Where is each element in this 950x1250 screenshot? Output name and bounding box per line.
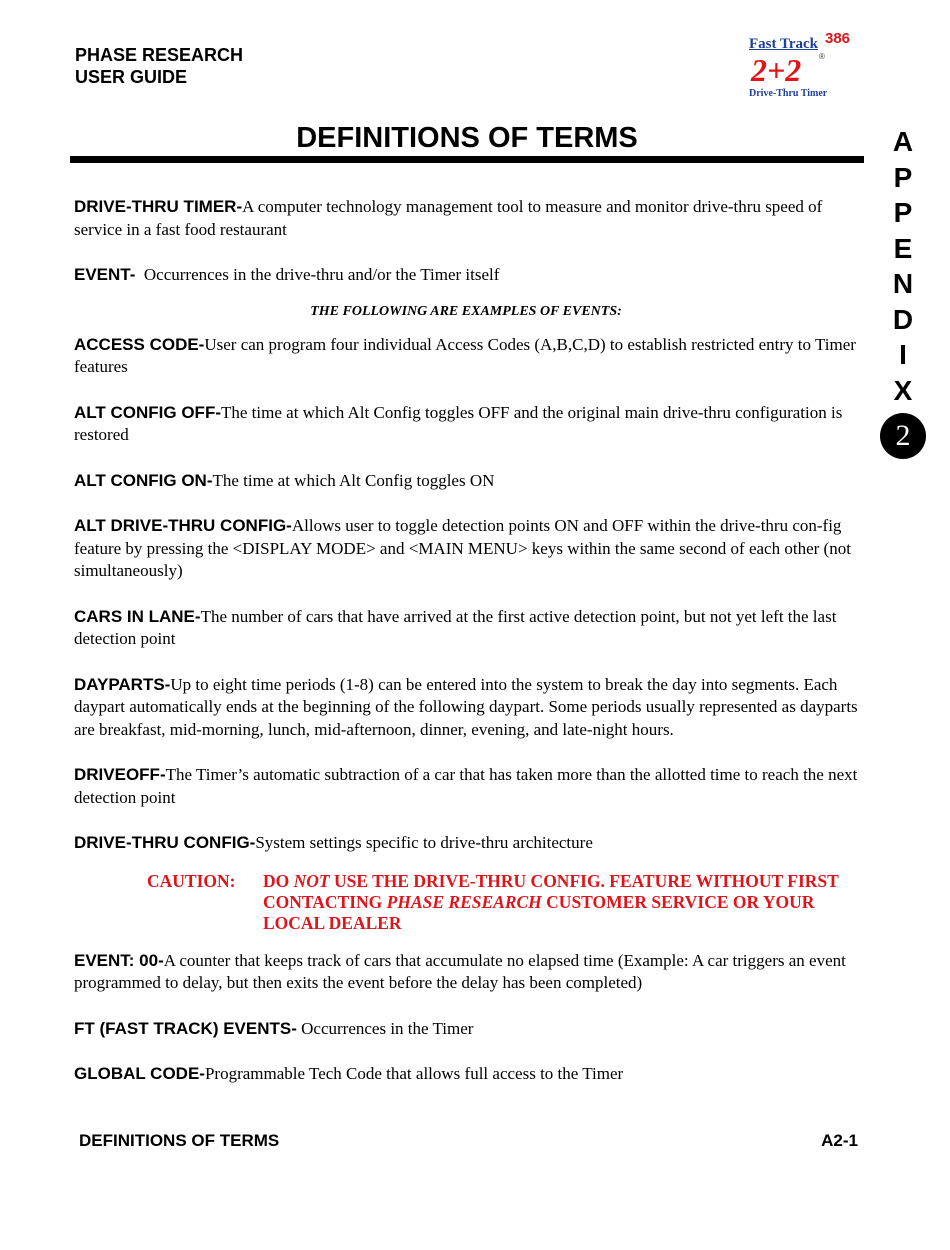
definition-text: Occurrences in the drive-thru and/or the Timer itself bbox=[135, 265, 500, 284]
definition-entry bbox=[74, 1018, 858, 1041]
definition-text: Occurrences in the Timer bbox=[296, 1018, 474, 1038]
appendix-letter: E bbox=[893, 232, 913, 264]
definition-term: EVENT: 00- bbox=[74, 950, 164, 970]
definition-text: A computer technology management tool to measure and monitor drive-thru speed of service in a fast food restaurant bbox=[74, 197, 823, 239]
definition-entry bbox=[74, 470, 858, 493]
definition-entry bbox=[74, 606, 858, 651]
footer-page-number: A2-1 bbox=[821, 1131, 858, 1150]
definition-text: The time at which Alt Config toggles ON bbox=[212, 470, 495, 490]
logo-brand: Fast Track bbox=[749, 36, 819, 52]
definition-term: EVENT- bbox=[74, 265, 136, 284]
definition-term: ALT CONFIG OFF- bbox=[74, 402, 221, 422]
definition-text: Allows user to toggle detection points ON and OFF within the drive-thru con-fig feature by pressing the <DISPLAY MODE> and <MAIN MENU> keys within the same second of each other (not simultaneously) bbox=[74, 516, 851, 580]
title-rule bbox=[70, 156, 864, 163]
definition-term: DRIVEOFF- bbox=[74, 765, 166, 784]
caution-text-part: CUSTOMER SERVICE OR YOUR LOCAL DEALER bbox=[263, 891, 815, 933]
footer-section-title: DEFINITIONS OF TERMS bbox=[79, 1131, 280, 1150]
document-header bbox=[75, 44, 243, 88]
caution-notice bbox=[74, 871, 858, 934]
appendix-letter: A bbox=[892, 126, 914, 157]
definition-term: ACCESS CODE- bbox=[74, 334, 205, 354]
definition-entry bbox=[74, 196, 858, 241]
definition-text: System settings specific to drive-thru architecture bbox=[255, 833, 593, 852]
definition-entry bbox=[74, 950, 858, 995]
appendix-letter: N bbox=[892, 268, 914, 299]
definition-entry bbox=[74, 334, 858, 379]
header-doc-type: USER GUIDE bbox=[75, 67, 188, 87]
fast-track-logo bbox=[745, 32, 860, 104]
definition-term: DRIVE-THRU TIMER- bbox=[74, 197, 243, 216]
caution-label: CAUTION: bbox=[147, 870, 236, 891]
definitions-body bbox=[74, 196, 858, 1109]
definition-term: ALT CONFIG ON- bbox=[74, 470, 213, 490]
definition-text: User can program four individual Access Codes (A,B,C,D) to establish restricted entry to Timer features bbox=[74, 334, 856, 376]
definition-term: GLOBAL CODE- bbox=[74, 1064, 205, 1083]
header-company: PHASE RESEARCH bbox=[75, 45, 244, 65]
definition-entry bbox=[74, 1063, 858, 1086]
appendix-letter: I bbox=[899, 339, 907, 370]
definition-term: DAYPARTS- bbox=[74, 674, 171, 694]
definition-text: Up to eight time periods (1-8) can be entered into the system to break the day into segments. Each daypart automatically ends at the beginning of the following daypart. Some periods usually represented as dayparts are breakfast, mid-morning, lunch, mid-afternoon, dinner, evening, and late-night hours. bbox=[74, 674, 858, 739]
logo-mark: 2+2 bbox=[751, 52, 802, 88]
definition-entry bbox=[74, 674, 858, 742]
definition-term: DRIVE-THRU CONFIG- bbox=[74, 833, 256, 852]
logo-model-number: 386 bbox=[825, 30, 851, 47]
definition-term: CARS IN LANE- bbox=[74, 606, 201, 626]
definition-text: The Timer’s automatic subtraction of a car that has taken more than the allotted time to reach the next detection point bbox=[74, 765, 858, 807]
definition-entry bbox=[74, 515, 858, 583]
caution-text bbox=[263, 871, 863, 934]
definition-text: Programmable Tech Code that allows full access to the Timer bbox=[204, 1064, 624, 1083]
page-title: DEFINITIONS OF TERMS bbox=[296, 122, 638, 154]
caution-text-part: USE THE DRIVE-THRU CONFIG. FEATURE WITHOUT FIRST CONTACTING bbox=[263, 870, 839, 912]
definition-text: The number of cars that have arrived at the first active detection point, but not yet left the last detection point bbox=[74, 606, 837, 648]
definition-term: ALT DRIVE-THRU CONFIG- bbox=[74, 516, 292, 535]
appendix-letter: P bbox=[893, 161, 913, 193]
appendix-letter: P bbox=[893, 197, 913, 228]
logo-registered-mark: ® bbox=[819, 52, 825, 61]
appendix-number-badge: 2 bbox=[880, 413, 926, 459]
examples-heading: THE FOLLOWING ARE EXAMPLES OF EVENTS: bbox=[310, 303, 622, 319]
definition-text: The time at which Alt Config toggles OFF and the original main drive-thru configuration is restored bbox=[74, 402, 843, 444]
definition-entry bbox=[74, 764, 858, 809]
caution-text-emphasis: PHASE RESEARCH bbox=[386, 891, 542, 912]
appendix-letter: X bbox=[893, 374, 913, 406]
definition-entry bbox=[74, 832, 858, 855]
logo-tagline: Drive-Thru Timer bbox=[749, 88, 828, 99]
definition-text: A counter that keeps track of cars that accumulate no elapsed time (Example: A car triggers an event programmed to delay, but then exits the event before the delay has been completed) bbox=[74, 950, 846, 992]
caution-text-emphasis: NOT bbox=[293, 870, 330, 891]
appendix-letter: D bbox=[892, 303, 914, 335]
definition-term: FT (FAST TRACK) EVENTS- bbox=[74, 1018, 297, 1038]
caution-text-part: DO bbox=[263, 870, 294, 891]
definition-entry bbox=[74, 264, 858, 287]
definition-entry bbox=[74, 402, 858, 447]
appendix-tab bbox=[880, 124, 926, 408]
